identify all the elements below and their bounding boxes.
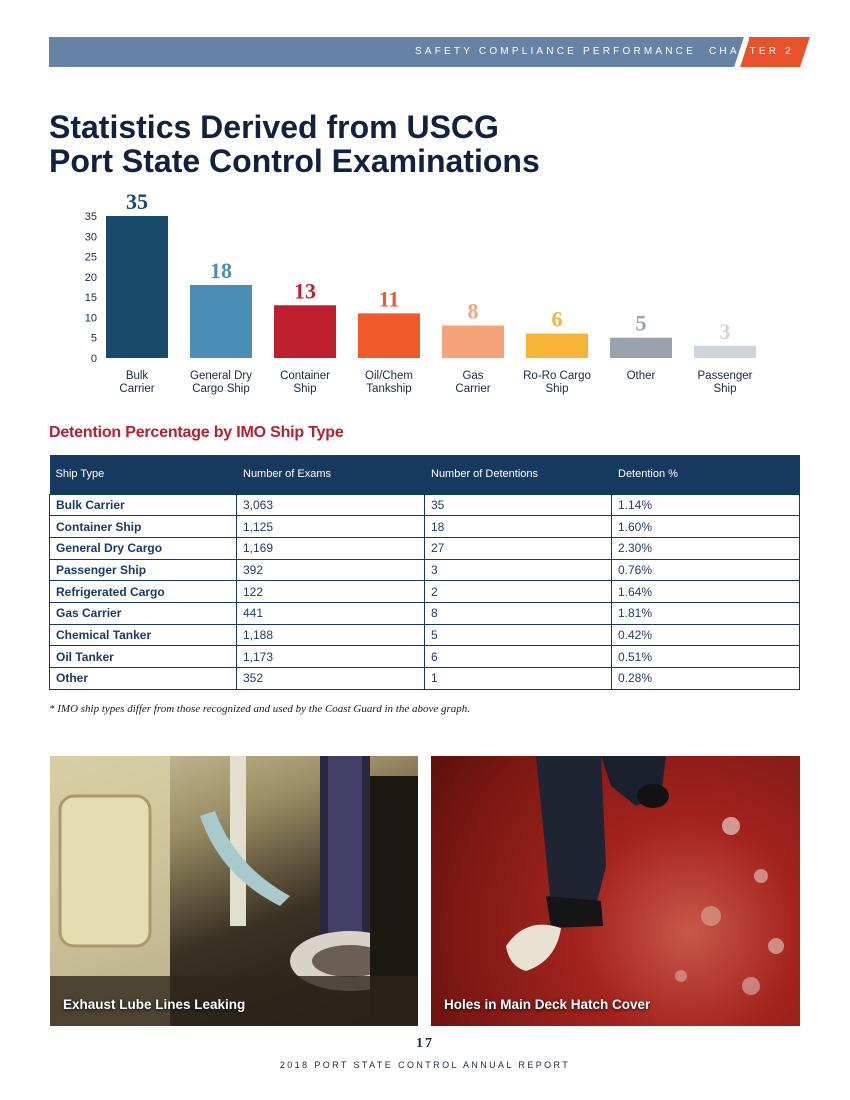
x-category-label: General Dry [190, 370, 252, 382]
x-category-label: Carrier [455, 383, 491, 395]
page-title [49, 110, 540, 178]
x-category-label: Carrier [119, 383, 155, 395]
exams-cell: 3,063 [237, 494, 425, 516]
header-band [49, 37, 800, 67]
page-title-line-2: Port State Control Examinations [49, 143, 540, 179]
ship-type-cell: Container Ship [50, 516, 237, 538]
photo-caption-right: Holes in Main Deck Hatch Cover [444, 997, 651, 1012]
bar [190, 285, 252, 358]
chapter-label: CHAPTER 2 [709, 46, 794, 57]
exams-cell: 1,169 [237, 537, 425, 559]
section-label: SAFETY COMPLIANCE PERFORMANCE [415, 46, 696, 57]
bar [106, 216, 168, 358]
page-title-line-1: Statistics Derived from USCG [49, 109, 499, 145]
ship-type-cell: Bulk Carrier [50, 494, 237, 516]
y-tick-label: 10 [84, 312, 97, 325]
detention-section-title: Detention Percentage by IMO Ship Type [49, 424, 344, 441]
photo-exhaust-lube-lines [50, 756, 418, 1026]
exams-cell: 392 [237, 559, 425, 581]
ship-type-cell: Refrigerated Cargo [50, 581, 237, 603]
ship-type-cell: Oil Tanker [50, 646, 237, 668]
x-category-label: Passenger [697, 370, 753, 382]
detention-percent-cell: 0.42% [612, 624, 800, 646]
x-category-label: Cargo Ship [192, 383, 250, 395]
page-number: 17 [416, 1036, 434, 1051]
x-category-label: Ship [545, 383, 569, 395]
y-tick-label: 25 [84, 251, 97, 264]
x-category-label: Container [280, 370, 330, 382]
y-tick-label: 20 [84, 271, 97, 284]
detention-percent-cell: 2.30% [612, 537, 800, 559]
header-number-of-detentions: Number of Detentions [425, 455, 612, 494]
exams-cell: 1,125 [237, 516, 425, 538]
bar-value-label: 18 [210, 257, 232, 283]
detentions-cell: 5 [425, 624, 612, 646]
x-category-label: Gas [462, 370, 484, 382]
x-category-label: Other [626, 370, 656, 382]
bar [610, 338, 672, 358]
table-row [50, 581, 800, 603]
detentions-cell: 1 [425, 668, 612, 690]
detentions-cell: 8 [425, 602, 612, 624]
table-row [50, 559, 800, 581]
x-category-label: Ship [713, 383, 737, 395]
y-tick-label: 0 [90, 353, 97, 365]
bar-value-label: 13 [294, 278, 316, 304]
detention-percent-cell: 1.64% [612, 581, 800, 603]
detention-percent-cell: 0.51% [612, 646, 800, 668]
header-ship-type: Ship Type [50, 455, 237, 494]
x-category-label: Oil/Chem [365, 370, 413, 382]
exams-cell: 1,188 [237, 624, 425, 646]
bar-value-label: 8 [467, 298, 479, 324]
table-row [50, 516, 800, 538]
photo-hatch-cover [431, 756, 800, 1026]
ship-type-bar-chart [49, 185, 809, 410]
header-detention-percent: Detention % [612, 455, 800, 494]
bar-value-label: 35 [126, 189, 148, 214]
y-tick-label: 35 [84, 211, 97, 223]
ship-type-cell: Gas Carrier [50, 602, 237, 624]
detention-percent-cell: 1.81% [612, 602, 800, 624]
table-row [50, 537, 800, 559]
bar [526, 334, 588, 358]
bar-value-label: 5 [635, 310, 647, 336]
photo-hatch-illustration [431, 756, 800, 1026]
table-row [50, 624, 800, 646]
detentions-cell: 27 [425, 537, 612, 559]
table-row [50, 494, 800, 516]
footnote: * IMO ship types differ from those recognized and used by the Coast Guard in the above graph. [49, 703, 471, 715]
table-header-row [50, 455, 800, 494]
detention-percent-cell: 1.60% [612, 516, 800, 538]
ship-type-cell: Chemical Tanker [50, 624, 237, 646]
y-tick-label: 30 [84, 231, 97, 244]
exams-cell: 352 [237, 668, 425, 690]
ship-type-cell: Passenger Ship [50, 559, 237, 581]
photo-exhaust-illustration [50, 756, 418, 1026]
bar-value-label: 6 [551, 306, 563, 332]
y-tick-label: 5 [90, 332, 97, 345]
table-row [50, 646, 800, 668]
bar-value-label: 3 [719, 318, 731, 344]
detention-percent-cell: 0.76% [612, 559, 800, 581]
exams-cell: 122 [237, 581, 425, 603]
report-footer: 2018 PORT STATE CONTROL ANNUAL REPORT [279, 1060, 571, 1070]
detention-percent-cell: 0.28% [612, 668, 800, 690]
detentions-cell: 6 [425, 646, 612, 668]
detention-percent-cell: 1.14% [612, 494, 800, 516]
photo-caption-left: Exhaust Lube Lines Leaking [63, 997, 246, 1012]
detentions-cell: 35 [425, 494, 612, 516]
bar [358, 313, 420, 358]
detention-table [49, 455, 800, 690]
table-row [50, 602, 800, 624]
bar [694, 346, 756, 358]
detentions-cell: 3 [425, 559, 612, 581]
ship-type-cell: General Dry Cargo [50, 537, 237, 559]
exams-cell: 441 [237, 602, 425, 624]
detentions-cell: 2 [425, 581, 612, 603]
detentions-cell: 18 [425, 516, 612, 538]
x-category-label: Ship [293, 383, 317, 395]
x-category-label: Tankship [366, 383, 412, 395]
bar [274, 305, 336, 358]
x-category-label: Ro-Ro Cargo [523, 370, 591, 382]
bar-value-label: 11 [378, 286, 400, 312]
table-row [50, 668, 800, 690]
y-tick-label: 15 [84, 292, 97, 305]
bar [442, 326, 504, 358]
x-category-label: Bulk [125, 370, 149, 382]
ship-type-cell: Other [50, 668, 237, 690]
header-number-of-exams: Number of Exams [237, 455, 425, 494]
exams-cell: 1,173 [237, 646, 425, 668]
